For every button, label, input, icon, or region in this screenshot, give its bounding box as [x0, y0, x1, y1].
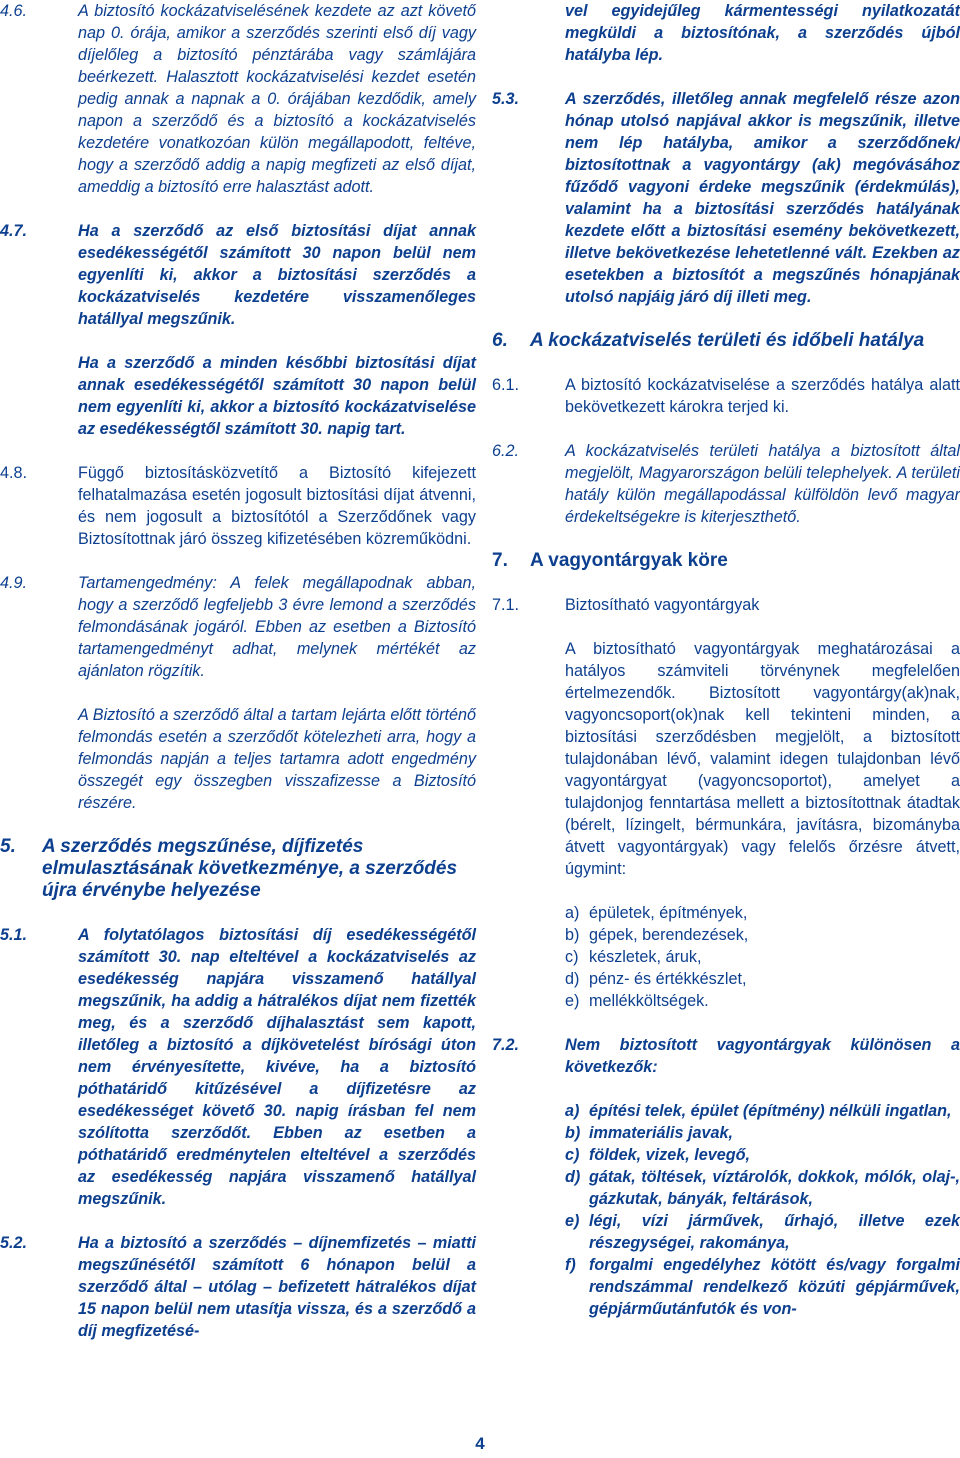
- left-column: [0, 0, 476, 1342]
- section-heading-7: [492, 550, 960, 572]
- clause-6-1: [492, 374, 960, 418]
- page-number: 4: [475, 1434, 485, 1453]
- section-title: A szerződés megszűnése, díjfizetés elmulasztásának következménye, a szerződés újra érvénybe helyezése: [42, 836, 458, 901]
- list-item: a) épületek, építmények,: [565, 904, 748, 922]
- clause-number: 4.9.: [0, 574, 28, 592]
- clause-text: Ha a biztosító a szerződés – díjnemfizetés – miatti megszűnésétől számított 6 hónapon belül a szerződő által – utólag – befizetett hátralékos díjat 15 napon belül nem utasítja vissza, és a szerződő a díj megfizetésé-: [78, 1234, 476, 1340]
- clause-number: 4.6.: [0, 2, 28, 20]
- list-item: d) gátak, töltések, víztárolók, dokkok, mólók, olaj-, gázkutak, bányák, feltárások,: [565, 1168, 960, 1208]
- clause-number: 7.2.: [492, 1036, 520, 1054]
- right-column: [492, 0, 960, 1320]
- clause-number: 7.1.: [492, 596, 520, 614]
- clause-text: A szerződés, illetőleg annak megfelelő része azon hónap utolsó napjával akkor is megszűnik, illetve nem lép hatályba, amikor a szerződőnek/ biztosítottnak a vagyontárgy (ak) megóvásához fűződő vagyoni érdeke megszűnik (érdekmúlás), valamint ha a biztosítási szerződés hatályának kezdete előtt a biztosítási esemény bekövetkezett, illetve bekövetkezése lehetetlenné vált. Ezekben az esetekben a biztosítót a megszűnés hónapjának utolsó napjáig járó díj illeti meg.: [565, 90, 960, 306]
- list-item: b) gépek, berendezések,: [565, 926, 749, 944]
- clause-7-2: [492, 1034, 960, 1320]
- list-item: b) immateriális javak,: [565, 1124, 733, 1142]
- clause-number: 5.1.: [0, 926, 28, 944]
- section-title: A vagyontárgyak köre: [530, 550, 728, 571]
- section-number: 5.: [0, 836, 16, 857]
- list-item: e) mellékköltségek.: [565, 992, 709, 1010]
- section-heading-6: [492, 330, 960, 352]
- clause-5-2-continued: [492, 0, 960, 66]
- section-number: 7.: [492, 550, 508, 571]
- excluded-items-list: [565, 1100, 960, 1320]
- list-item: a) építési telek, épület (építmény) nélküli ingatlan,: [565, 1102, 952, 1120]
- clause-text: A folytatólagos biztosítási díj esedékességétől számított 30. nap elteltével a kockázatviselés az esedékesség napjára visszamenő hatállyal megszűnik, ha addig a hátralékos díjat nem fizették meg, és a szerződő díjhalasztást sem kapott, illetőleg a biztosító a díjkövetelést bírósági úton nem érvényesítette, kivéve, ha a biztosító póthatáridő kitűzésével a díjfizetésre az esedékességet követő 30. napig írásban fel nem szólította szerződőt. Ebben az esetben a póthatáridő eredménytelen elteltével a szerződés az esedékesség napjára visszamenő hatállyal megszűnik.: [78, 926, 476, 1208]
- clause-text: A kockázatviselés területi hatálya a biztosított által megjelölt, Magyarországon belüli telephelyek. A területi hatály külön megállapodással külföldön levő magyar érdekeltségekre is kiterjeszthető.: [565, 442, 960, 526]
- section-number: 6.: [492, 330, 508, 351]
- clause-4-7: [0, 220, 476, 440]
- section-title: A kockázatviselés területi és időbeli hatálya: [530, 330, 925, 351]
- list-item: c) földek, vizek, levegő,: [565, 1146, 751, 1164]
- clause-title: Biztosítható vagyontárgyak: [565, 596, 760, 614]
- clause-number: 5.2.: [0, 1234, 28, 1252]
- clause-text: Függő biztosításközvetítő a Biztosító kifejezett felhatalmazása esetén jogosult biztosítási díjat átvenni, és nem jogosult a biztosítótól a Szerződőnek vagy Biztosítottnak járó összeg kifizetésében közreműködni.: [78, 464, 476, 548]
- clause-text: A biztosító kockázatviselése a szerződés hatálya alatt bekövetkezett károkra terjed ki.: [565, 376, 960, 416]
- clause-paragraph: Tartamengedmény: A felek megállapodnak abban, hogy a szerződő legfeljebb 3 évre lemond a szerződés felmondásának jogáról. Ebben az esetben a Biztosító tartamengedményt adhat, melynek mértékét az ajánlaton rögzítik.: [78, 574, 476, 680]
- clause-paragraph: Ha a szerződő az első biztosítási díjat annak esedékességétől számított 30 napon belül nem egyenlíti ki, akkor a biztosítási szerződés a kockázatviselés kezdetére visszamenőleges hatállyal megszűnik.: [78, 222, 476, 328]
- list-item: d) pénz- és értékkészlet,: [565, 970, 747, 988]
- clause-number: 4.8.: [0, 464, 28, 482]
- clause-5-1: [0, 924, 476, 1210]
- clause-4-9: [0, 572, 476, 814]
- clause-5-3: [492, 88, 960, 308]
- insurable-items-list: [565, 902, 960, 1012]
- clause-4-6: [0, 0, 476, 198]
- clause-4-8: [0, 462, 476, 550]
- clause-number: 6.1.: [492, 376, 520, 394]
- list-item: e) légi, vízi járművek, űrhajó, illetve ezek részegységei, rakománya,: [565, 1212, 960, 1252]
- list-item: f) forgalmi engedélyhez kötött és/vagy forgalmi rendszámmal rendelkező közúti gépjárművek, gépjárműutánfutók és von-: [565, 1256, 960, 1318]
- clause-number: 5.3.: [492, 90, 520, 108]
- clause-text: A biztosító kockázatviselésének kezdete az azt követő nap 0. órája, amikor a szerződés szerinti első díj vagy díjelőleg a biztosító pénztárába vagy számlájára beérkezett. Halasztott kockázatviselési kezdet esetén pedig annak a napnak a 0. órájában kezdődik, amely napon a szerződő és a biztosító a kockázatviselés kezdetére vonatkozóan külön megállapodott, feltéve, hogy a szerződő addig a napig megfizeti az első díjat, ameddig a biztosító erre halasztást adott.: [78, 2, 476, 196]
- clause-number: 4.7.: [0, 222, 28, 240]
- clause-text: vel egyidejűleg kármentességi nyilatkozatát megküldi a biztosítónak, a szerződés újból hatályba lép.: [565, 2, 960, 64]
- clause-number: 6.2.: [492, 442, 520, 460]
- list-item: c) készletek, áruk,: [565, 948, 702, 966]
- clause-paragraph: Ha a szerződő a minden későbbi biztosítási díjat annak esedékességétől számított 30 napon belül nem egyenlíti ki, akkor a biztosító kockázatviselése az esedékességtől számított 30. napig tart.: [78, 354, 476, 438]
- clause-6-2: [492, 440, 960, 528]
- clause-7-1: [492, 594, 960, 1012]
- clause-5-2: [0, 1232, 476, 1342]
- clause-title: Nem biztosított vagyontárgyak különösen a következők:: [565, 1036, 960, 1076]
- section-heading-5: [0, 836, 476, 902]
- clause-paragraph: A Biztosító a szerződő által a tartam lejárta előtt történő felmondás esetén a szerződőt kötelezheti arra, hogy a felmondás napján a teljes tartamra adott engedmény összegét egy összegben visszafizesse a Biztosító részére.: [78, 706, 476, 812]
- clause-text: A biztosítható vagyontárgyak meghatározásai a hatályos számviteli törvénynek megfelelően értelmezendők. Biztosított vagyontárgy(ak)nak, vagyoncsoport(ok)nak kell tekinteni minden, a biztosítási szerződésben megjelölt, a biztosított tulajdonában lévő, valamint idegen tulajdonban lévő vagyontárgyat (vagyoncsoportot), amelyet a tulajdonjog fenntartása mellett a biztosítottnak átadtak (bérelt, lízingelt, bérmunkára, javításra, bizományba átvett vagyontárgyak) vagy felelős őrzésre átvett, úgymint:: [565, 640, 960, 878]
